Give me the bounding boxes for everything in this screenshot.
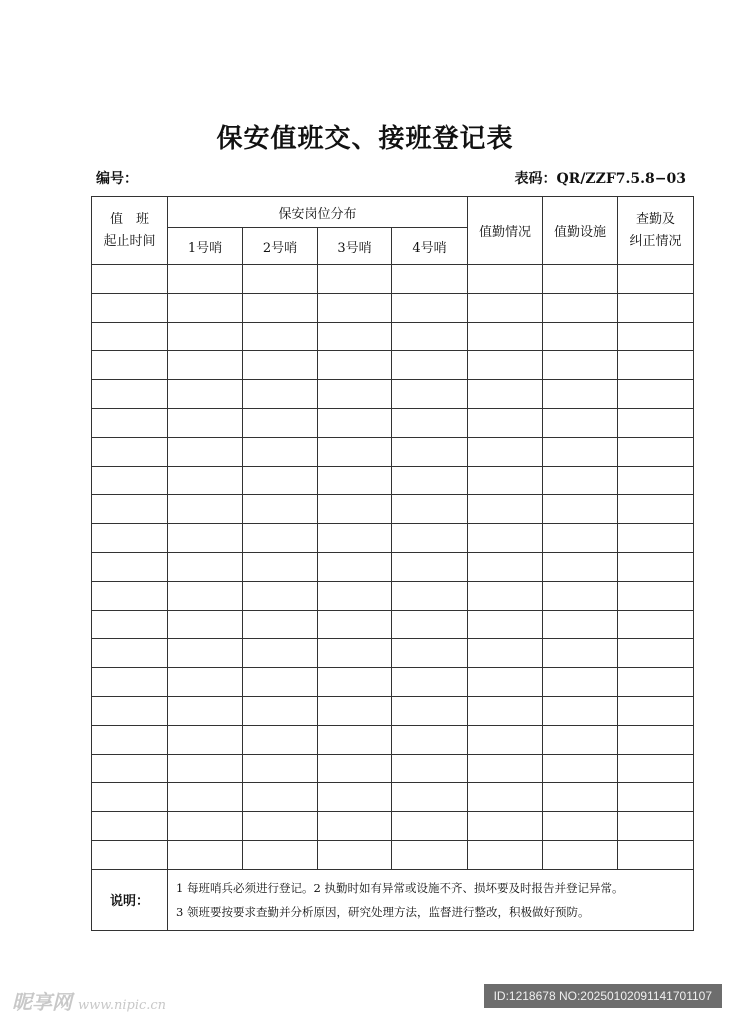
table-cell[interactable] [168, 812, 243, 841]
table-cell[interactable] [243, 696, 318, 725]
table-cell[interactable] [618, 380, 694, 409]
table-row [92, 437, 694, 466]
table-cell[interactable] [243, 437, 318, 466]
table-cell[interactable] [468, 351, 543, 380]
duty-status-header: 值勤情况 [468, 197, 543, 265]
table-row [92, 552, 694, 581]
table-cell[interactable] [468, 437, 543, 466]
table-cell[interactable] [243, 725, 318, 754]
table-cell[interactable] [392, 437, 468, 466]
post-2-header: 2号哨 [243, 228, 318, 265]
table-cell[interactable] [318, 495, 392, 524]
table-cell[interactable] [618, 610, 694, 639]
table-cell[interactable] [168, 696, 243, 725]
table-cell[interactable] [392, 380, 468, 409]
table-cell[interactable] [318, 293, 392, 322]
form-code: 表码：QR/ZZF7.5.8−03 [514, 171, 686, 187]
table-cell[interactable] [618, 812, 694, 841]
table-row [92, 696, 694, 725]
table-cell[interactable] [543, 380, 618, 409]
table-cell[interactable] [543, 668, 618, 697]
table-cell[interactable] [392, 581, 468, 610]
table-row [92, 639, 694, 668]
table-cell[interactable] [318, 610, 392, 639]
table-cell[interactable] [168, 351, 243, 380]
table-row [92, 293, 694, 322]
table-cell[interactable] [543, 783, 618, 812]
table-row [92, 668, 694, 697]
table-cell[interactable] [543, 581, 618, 610]
table-cell[interactable] [168, 437, 243, 466]
table-cell[interactable] [92, 725, 168, 754]
table-cell[interactable] [618, 495, 694, 524]
table-cell[interactable] [243, 380, 318, 409]
table-cell[interactable] [392, 265, 468, 294]
table-cell[interactable] [543, 293, 618, 322]
table-cell[interactable] [243, 466, 318, 495]
shift-time-header: 值 班 起止时间 [92, 197, 168, 265]
table-cell[interactable] [618, 437, 694, 466]
table-cell[interactable] [618, 466, 694, 495]
table-cell[interactable] [168, 524, 243, 553]
table-cell[interactable] [392, 639, 468, 668]
table-cell[interactable] [618, 668, 694, 697]
table-cell[interactable] [168, 265, 243, 294]
table-cell[interactable] [168, 754, 243, 783]
table-cell[interactable] [168, 552, 243, 581]
table-cell[interactable] [468, 380, 543, 409]
table-cell[interactable] [392, 466, 468, 495]
table-cell[interactable] [468, 524, 543, 553]
table-cell[interactable] [92, 495, 168, 524]
table-cell[interactable] [92, 812, 168, 841]
table-cell[interactable] [543, 639, 618, 668]
table-cell[interactable] [168, 466, 243, 495]
table-cell[interactable] [318, 668, 392, 697]
table-cell[interactable] [243, 668, 318, 697]
table-row [92, 610, 694, 639]
table-cell[interactable] [618, 322, 694, 351]
table-cell[interactable] [618, 696, 694, 725]
table-cell[interactable] [318, 812, 392, 841]
table-cell[interactable] [318, 840, 392, 869]
table-row [92, 265, 694, 294]
table-cell[interactable] [243, 610, 318, 639]
notes-label: 说明： [92, 869, 168, 930]
table-cell[interactable] [318, 466, 392, 495]
table-cell[interactable] [543, 524, 618, 553]
table-cell[interactable] [92, 351, 168, 380]
table-cell[interactable] [243, 524, 318, 553]
table-cell[interactable] [543, 466, 618, 495]
table-cell[interactable] [243, 754, 318, 783]
table-cell[interactable] [168, 610, 243, 639]
table-cell[interactable] [92, 639, 168, 668]
table-cell[interactable] [92, 293, 168, 322]
table-cell[interactable] [468, 408, 543, 437]
table-cell[interactable] [543, 552, 618, 581]
table-cell[interactable] [468, 840, 543, 869]
table-cell[interactable] [243, 293, 318, 322]
table-cell[interactable] [468, 610, 543, 639]
table-cell[interactable] [168, 293, 243, 322]
table-cell[interactable] [392, 293, 468, 322]
table-cell[interactable] [392, 408, 468, 437]
table-cell[interactable] [168, 783, 243, 812]
table-cell[interactable] [243, 408, 318, 437]
watermark-brand: 昵享网 www.nipic.cn [12, 990, 167, 1014]
table-cell[interactable] [318, 696, 392, 725]
table-row [92, 840, 694, 869]
table-cell[interactable] [92, 610, 168, 639]
table-cell[interactable] [92, 552, 168, 581]
table-cell[interactable] [168, 380, 243, 409]
table-row [92, 466, 694, 495]
table-row [92, 581, 694, 610]
table-cell[interactable] [618, 725, 694, 754]
table-cell[interactable] [618, 840, 694, 869]
table-cell[interactable] [318, 408, 392, 437]
table-cell[interactable] [468, 812, 543, 841]
table-cell[interactable] [468, 293, 543, 322]
table-cell[interactable] [468, 754, 543, 783]
table-cell[interactable] [168, 322, 243, 351]
table-cell[interactable] [92, 380, 168, 409]
table-cell[interactable] [392, 351, 468, 380]
table-cell[interactable] [168, 725, 243, 754]
table-cell[interactable] [318, 552, 392, 581]
table-row [92, 322, 694, 351]
table-cell[interactable] [243, 351, 318, 380]
table-cell[interactable] [543, 265, 618, 294]
table-cell[interactable] [543, 408, 618, 437]
handover-log-table [91, 196, 694, 931]
table-cell[interactable] [318, 437, 392, 466]
number-label: 编号： [96, 171, 138, 187]
table-cell[interactable] [318, 380, 392, 409]
table-cell[interactable] [168, 668, 243, 697]
table-cell[interactable] [392, 668, 468, 697]
notes-text [168, 869, 694, 930]
table-cell[interactable] [543, 725, 618, 754]
table-cell[interactable] [168, 840, 243, 869]
table-cell[interactable] [92, 696, 168, 725]
table-row [92, 754, 694, 783]
page-title: 保安值班交、接班登记表 [216, 124, 514, 154]
table-cell[interactable] [168, 581, 243, 610]
table-cell[interactable] [392, 783, 468, 812]
table-cell[interactable] [618, 293, 694, 322]
table-cell[interactable] [468, 322, 543, 351]
table-cell[interactable] [618, 754, 694, 783]
table-cell[interactable] [618, 783, 694, 812]
table-cell[interactable] [318, 524, 392, 553]
table-cell[interactable] [392, 495, 468, 524]
table-cell[interactable] [92, 668, 168, 697]
table-cell[interactable] [618, 639, 694, 668]
table-cell[interactable] [543, 696, 618, 725]
table-cell[interactable] [392, 610, 468, 639]
table-cell[interactable] [543, 840, 618, 869]
table-row [92, 351, 694, 380]
table-cell[interactable] [92, 524, 168, 553]
table-row [92, 380, 694, 409]
notes-line-2: 3 领班要按要求查勤并分析原因，研究处理方法，监督进行整改，积极做好预防。 [176, 904, 590, 919]
table-cell[interactable] [468, 495, 543, 524]
post-3-header: 3号哨 [318, 228, 392, 265]
table-cell[interactable] [168, 495, 243, 524]
table-cell[interactable] [468, 696, 543, 725]
table-cell[interactable] [468, 265, 543, 294]
table-cell[interactable] [243, 639, 318, 668]
table-cell[interactable] [92, 265, 168, 294]
table-cell[interactable] [392, 552, 468, 581]
table-cell[interactable] [392, 696, 468, 725]
table-cell[interactable] [392, 840, 468, 869]
table-cell[interactable] [468, 466, 543, 495]
table-cell[interactable] [468, 725, 543, 754]
table-cell[interactable] [543, 495, 618, 524]
table-cell[interactable] [318, 754, 392, 783]
table-cell[interactable] [618, 524, 694, 553]
table-cell[interactable] [92, 437, 168, 466]
watermark-id: ID:1218678 NO:20250102091141701107 [484, 984, 722, 1008]
table-cell[interactable] [243, 495, 318, 524]
table-cell[interactable] [618, 351, 694, 380]
table-cell[interactable] [92, 466, 168, 495]
table-cell[interactable] [618, 552, 694, 581]
table-cell[interactable] [318, 265, 392, 294]
table-row [92, 783, 694, 812]
table-row [92, 495, 694, 524]
table-cell[interactable] [318, 639, 392, 668]
table-cell[interactable] [618, 265, 694, 294]
table-cell[interactable] [318, 783, 392, 812]
notes-line-1: 1 每班哨兵必须进行登记。2 执勤时如有异常或设施不齐、损坏要及时报告并登记异常。 [176, 880, 624, 895]
post-1-header: 1号哨 [168, 228, 243, 265]
table-cell[interactable] [243, 783, 318, 812]
table-cell[interactable] [243, 265, 318, 294]
post-4-header: 4号哨 [392, 228, 468, 265]
table-row [92, 725, 694, 754]
table-cell[interactable] [543, 754, 618, 783]
table-cell[interactable] [318, 322, 392, 351]
table-cell[interactable] [168, 639, 243, 668]
table-cell[interactable] [92, 581, 168, 610]
table-cell[interactable] [92, 408, 168, 437]
table-cell[interactable] [243, 322, 318, 351]
table-cell[interactable] [243, 812, 318, 841]
table-cell[interactable] [618, 581, 694, 610]
table-cell[interactable] [318, 725, 392, 754]
table-cell[interactable] [92, 322, 168, 351]
table-row [92, 524, 694, 553]
table-cell[interactable] [392, 524, 468, 553]
table-row [92, 408, 694, 437]
table-cell[interactable] [92, 783, 168, 812]
table-cell[interactable] [392, 754, 468, 783]
table-cell[interactable] [318, 581, 392, 610]
inspection-header: 查勤及 纠正情况 [618, 197, 694, 265]
table-cell[interactable] [468, 783, 543, 812]
table-cell[interactable] [468, 581, 543, 610]
table-cell[interactable] [243, 581, 318, 610]
table-cell[interactable] [543, 812, 618, 841]
table-cell[interactable] [468, 639, 543, 668]
table-cell[interactable] [618, 408, 694, 437]
table-cell[interactable] [543, 437, 618, 466]
table-cell[interactable] [468, 552, 543, 581]
table-cell[interactable] [168, 408, 243, 437]
table-cell[interactable] [392, 322, 468, 351]
table-cell[interactable] [543, 322, 618, 351]
table-cell[interactable] [243, 840, 318, 869]
table-row [92, 812, 694, 841]
duty-facilities-header: 值勤设施 [543, 197, 618, 265]
table-cell[interactable] [92, 840, 168, 869]
table-cell[interactable] [318, 351, 392, 380]
table-cell[interactable] [543, 610, 618, 639]
table-cell[interactable] [392, 725, 468, 754]
table-cell[interactable] [243, 552, 318, 581]
table-cell[interactable] [92, 754, 168, 783]
table-cell[interactable] [543, 351, 618, 380]
post-distribution-header: 保安岗位分布 [168, 197, 468, 228]
table-cell[interactable] [392, 812, 468, 841]
table-cell[interactable] [468, 668, 543, 697]
